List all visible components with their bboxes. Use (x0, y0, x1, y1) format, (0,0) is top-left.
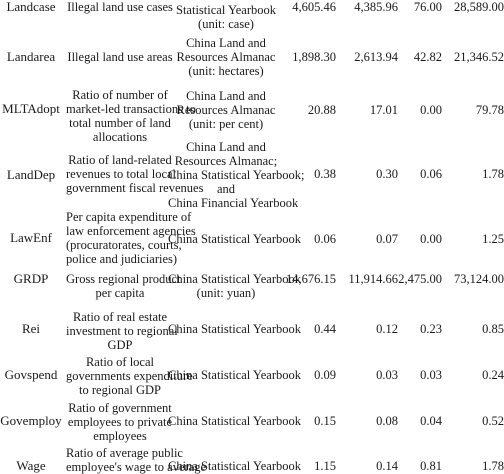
value-mean: 14,676.15 (286, 272, 336, 286)
source-line: China Land and (186, 140, 266, 154)
variable-definition (66, 88, 196, 144)
data-source (168, 459, 301, 473)
variable-definition (66, 355, 193, 397)
source-line: China Land and (186, 89, 266, 103)
variable-name: GRDP (13, 271, 49, 286)
source-line: (unit: yuan) (196, 286, 256, 300)
value-sd: 4,385.96 (354, 0, 398, 14)
data-source (168, 232, 301, 246)
definition-line: Illegal land use cases (67, 0, 173, 14)
value-sd: 0.07 (376, 232, 398, 246)
definition-line: government fiscal revenues (66, 181, 204, 195)
definition-line: to regional GDP (79, 383, 161, 397)
value-max: 1.78 (482, 459, 504, 473)
source-line: (unit: hectares) (188, 64, 264, 78)
source-line: China Statistical Yearbook (168, 459, 301, 473)
value-max: 1.25 (482, 232, 504, 246)
value-min: 0.00 (420, 232, 442, 246)
value-min: 0.04 (420, 414, 442, 428)
value-sd: 11,914.66 (348, 272, 398, 286)
definition-line: police and judiciaries) (66, 252, 178, 266)
data-source (168, 3, 284, 31)
value-sd: 2,613.94 (354, 50, 398, 64)
value-min: 0.23 (420, 322, 442, 336)
value-mean: 0.06 (314, 232, 336, 246)
definition-line: (procuratorates, courts, (66, 238, 182, 252)
value-sd: 0.12 (376, 322, 398, 336)
variable-name: Govspend (4, 367, 58, 382)
value-max: 0.85 (482, 322, 504, 336)
value-mean: 4,605.46 (292, 0, 336, 14)
value-min: 2,475.00 (398, 272, 442, 286)
variable-definition (66, 401, 174, 443)
variable-name: Wage (16, 458, 46, 473)
variable-name: LandDep (6, 167, 56, 182)
definition-line: Illegal land use areas (67, 50, 173, 64)
variable-name: Landarea (6, 49, 56, 64)
value-sd: 0.08 (376, 414, 398, 428)
variable-name: LawEnf (10, 230, 52, 245)
variable-name: Govemploy (0, 413, 62, 428)
value-mean: 0.44 (314, 322, 336, 336)
definition-line: Ratio of number of (72, 88, 168, 102)
value-max: 73,124.00 (454, 272, 504, 286)
variable-definition (66, 153, 204, 195)
variable-definition (66, 446, 207, 474)
value-sd: 0.03 (376, 368, 398, 382)
value-min: 0.03 (420, 368, 442, 382)
definition-line: employees to private (67, 415, 173, 429)
definition-line: revenues to total local (66, 167, 177, 181)
variable-name: MLTAdopt (2, 101, 60, 116)
definition-line: Ratio of average public (66, 446, 183, 460)
definition-line: Ratio of government (68, 401, 172, 415)
variable-definition (66, 310, 178, 352)
definition-line: Gross regional product (66, 272, 181, 286)
definition-line: market-led transactions to (66, 102, 196, 116)
value-max: 79.78 (475, 103, 504, 117)
source-line: and (216, 182, 236, 196)
source-line: China Financial Yearbook (168, 196, 299, 210)
value-max: 0.52 (482, 414, 504, 428)
value-min: 0.00 (420, 103, 442, 117)
definition-line: GDP (107, 338, 133, 352)
variable-name: Landcase (6, 0, 56, 14)
value-mean: 20.88 (307, 103, 336, 117)
value-max: 0.24 (482, 368, 504, 382)
value-mean: 1.15 (314, 459, 336, 473)
value-mean: 0.09 (314, 368, 336, 382)
value-max: 21,346.52 (454, 50, 504, 64)
value-mean: 0.15 (314, 414, 336, 428)
source-line: China Statistical Yearbook (168, 414, 301, 428)
data-source (168, 322, 301, 336)
data-source (168, 368, 301, 382)
variable-definition (66, 210, 196, 266)
definition-line: Per capita expenditure of (66, 210, 192, 224)
data-source (168, 89, 284, 131)
definition-line: employee's wage to average (66, 460, 207, 474)
data-source (168, 414, 301, 428)
definition-line: per capita (95, 286, 145, 300)
value-sd: 0.30 (376, 167, 398, 181)
value-sd: 0.14 (376, 459, 398, 473)
source-line: China Statistical Yearbook; (168, 168, 305, 182)
value-max: 1.78 (482, 167, 504, 181)
definition-line: allocations (92, 130, 148, 144)
variable-definition (66, 50, 174, 64)
value-min: 0.81 (420, 459, 442, 473)
value-min: 76.00 (413, 0, 442, 14)
value-mean: 1,898.30 (292, 50, 336, 64)
variable-name: Rei (21, 321, 41, 336)
source-line: Statistical Yearbook (176, 3, 276, 17)
definition-line: total number of land (69, 116, 171, 130)
definition-line: Ratio of land-related (68, 153, 172, 167)
definition-line: Ratio of real estate (72, 310, 168, 324)
source-line: Resources Almanac (176, 103, 276, 117)
definition-line: governments expenditure (66, 369, 193, 383)
source-line: China Statistical Yearbook (168, 232, 301, 246)
definition-line: Ratio of local (85, 355, 155, 369)
source-line: (unit: per cent) (188, 117, 264, 131)
value-mean: 0.38 (314, 167, 336, 181)
variable-definition (66, 0, 174, 14)
value-sd: 17.01 (369, 103, 398, 117)
source-line: (unit: case) (198, 17, 254, 31)
data-source (168, 272, 301, 300)
data-source (168, 140, 305, 210)
value-min: 42.82 (413, 50, 442, 64)
source-line: Resources Almanac; (174, 154, 278, 168)
source-line: Resources Almanac (176, 50, 276, 64)
data-source (168, 36, 284, 78)
source-line: China Statistical Yearbook (168, 322, 301, 336)
value-min: 0.06 (420, 167, 442, 181)
definition-line: investment to regional (66, 324, 178, 338)
value-max: 28,589.00 (454, 0, 504, 14)
source-line: China Statistical Yearbook (168, 272, 301, 286)
source-line: China Land and (186, 36, 266, 50)
definition-line: employees (93, 429, 147, 443)
source-line: China Statistical Yearbook (168, 368, 301, 382)
definition-line: law enforcement agencies (66, 224, 196, 238)
variable-definition (66, 272, 181, 300)
